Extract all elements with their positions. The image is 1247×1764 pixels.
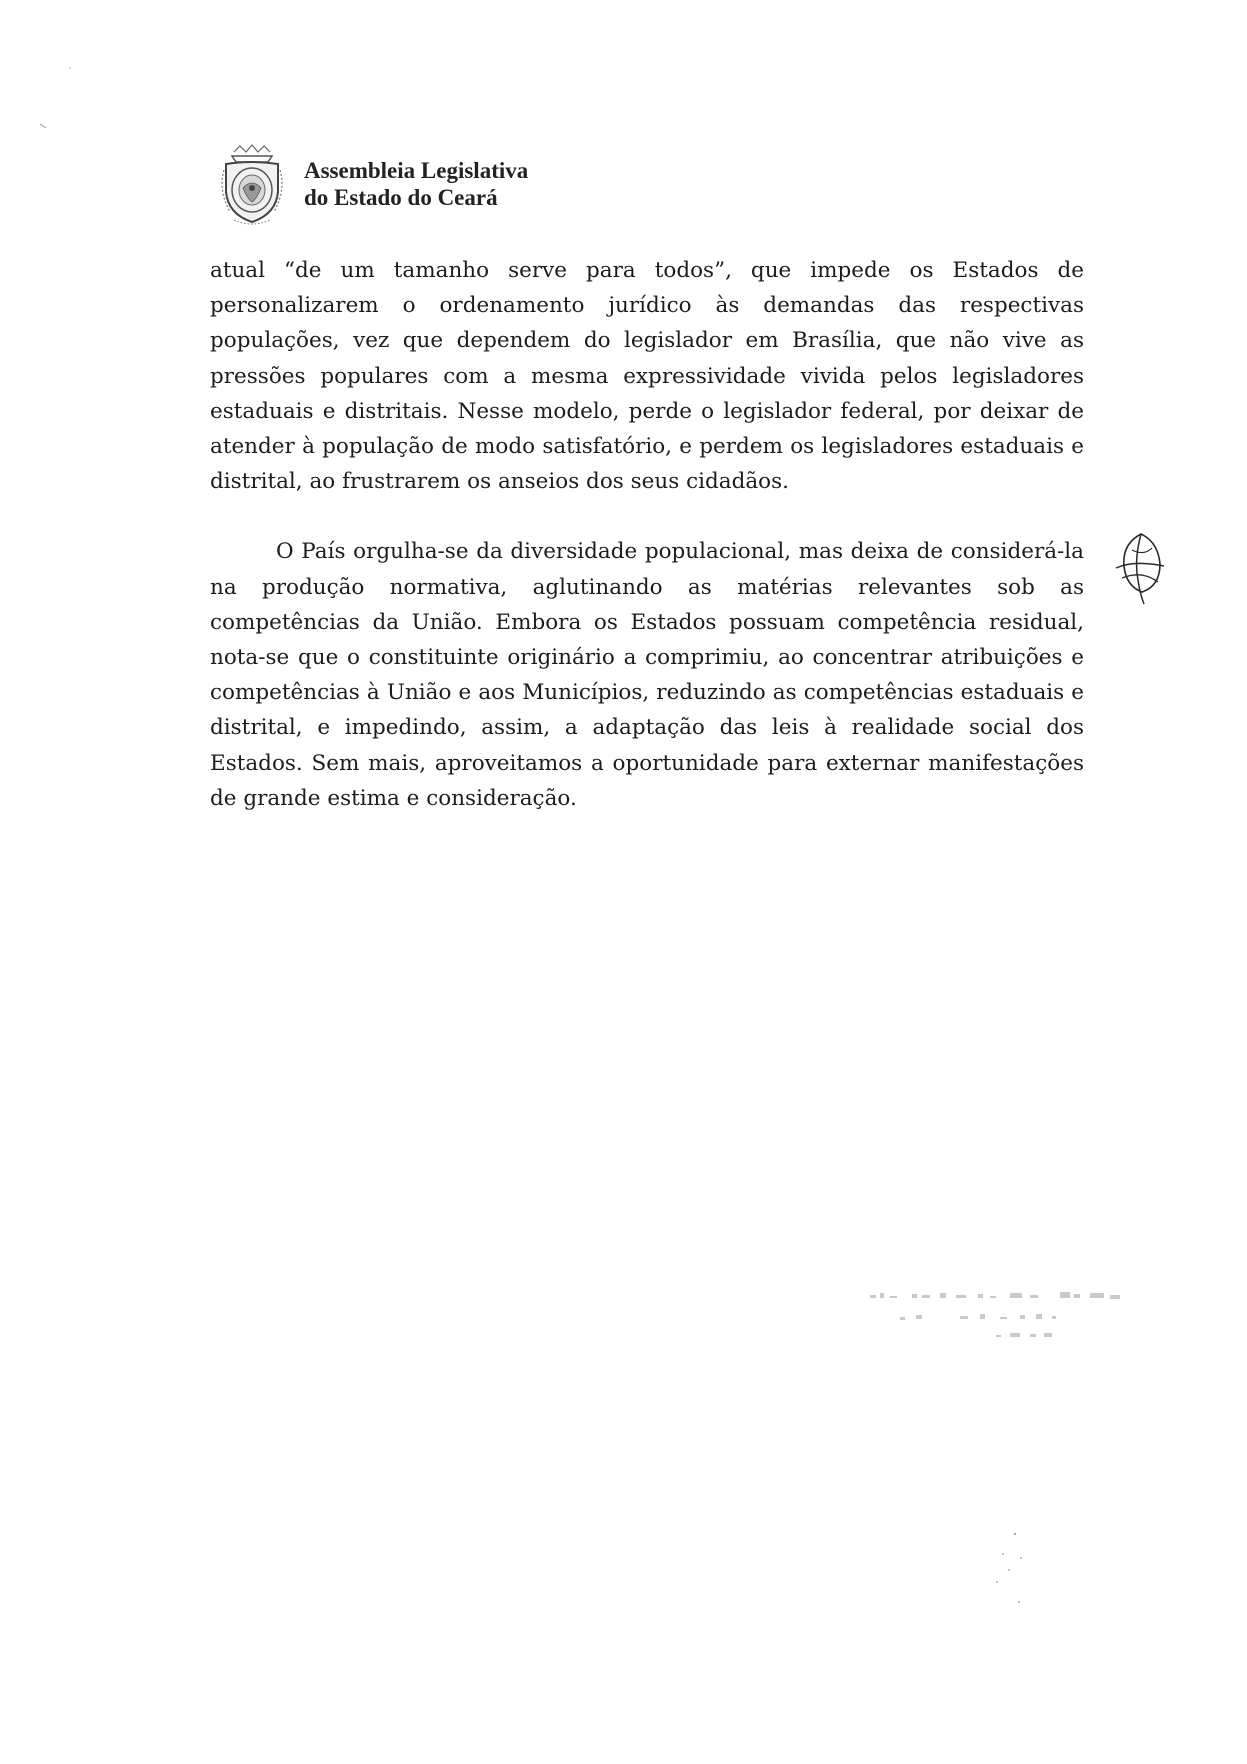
state-coat-of-arms-icon — [210, 142, 294, 226]
handwritten-initials-icon — [1114, 530, 1168, 608]
organization-name-line-1: Assembleia Legislativa — [304, 158, 529, 183]
letterhead — [210, 142, 528, 226]
organization-name-line-2: do Estado do Ceará — [304, 185, 498, 210]
letter-body — [210, 253, 1084, 816]
paragraph-2: O País orgulha-se da diversidade populacional, mas deixa de considerá-la na produção normativa, aglutinando as matérias relevantes sob as competências da União. Embora os Estados possuam competência residual, nota-se que o constituinte originário a comprimiu, ao concentrar atribuições e competências à União e aos Municípios, reduzindo as competências estaduais e distrital, e impedindo, assim, a adaptação das leis à realidade social dos Estados. Sem mais, aproveitamos a oportunidade para externar manifestações de grande estima e consideração. — [210, 539, 1084, 811]
faint-stamp-icon — [860, 1283, 1140, 1353]
scan-speck-icon — [30, 60, 90, 110]
organization-name — [304, 157, 528, 211]
paragraph-1: atual “de um tamanho serve para todos”, que impede os Estados de personalizarem o ordenamento jurídico às demandas das respectivas populações, vez que dependem do legislador em Brasília, que não vive as pressões populares com a mesma expressividade vivida pelos legisladores estaduais e distritais. Nesse modelo, perde o legislador federal, por deixar de atender à população de modo satisfatório, e perdem os legisladores estaduais e distrital, ao frustrarem os anseios dos seus cidadãos. — [210, 258, 1084, 495]
scan-specks-icon — [975, 1530, 1045, 1610]
scan-speck-icon — [30, 110, 90, 160]
